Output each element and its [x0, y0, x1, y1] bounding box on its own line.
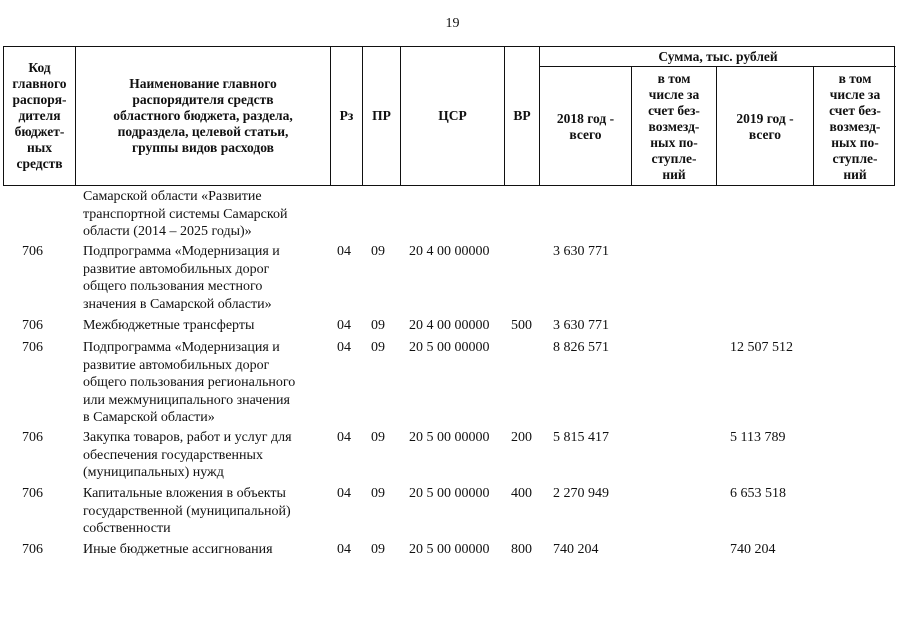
row-csr: 20 4 00 00000 [409, 318, 490, 333]
row-vr: 800 [511, 542, 532, 557]
row-divider [539, 66, 896, 67]
row-rz: 04 [337, 340, 351, 355]
row-csr: 20 5 00 00000 [409, 430, 490, 445]
header-vr: ВР [513, 108, 531, 123]
row-csr: 20 5 00 00000 [409, 542, 490, 557]
row-2019-total: 12 507 512 [730, 340, 793, 355]
row-name: Самарской области «Развитие транспортной системы Самарской области (2014 – 2025 годы)» [83, 189, 288, 239]
row-vr: 500 [511, 318, 532, 333]
header-code: Код главного распоря- дителя бюджет- ных средств [12, 60, 67, 171]
row-pr: 09 [371, 340, 385, 355]
header-sum: Сумма, тыс. рублей [658, 48, 778, 64]
row-rz: 04 [337, 318, 351, 333]
row-2018-total: 8 826 571 [553, 340, 609, 355]
row-2018-total: 740 204 [553, 542, 599, 557]
row-csr: 20 4 00 00000 [409, 244, 490, 259]
header-2019-free: в том числе за счет без- возмезд- ных по- ступле- ний [829, 70, 881, 182]
page-number: 19 [445, 16, 460, 31]
row-code: 706 [22, 244, 43, 259]
header-2019-total: 2019 год - всего [736, 110, 794, 142]
row-name: Капитальные вложения в объекты государственной (муниципальной) собственности [83, 486, 291, 536]
row-csr: 20 5 00 00000 [409, 340, 490, 355]
row-2019-total: 5 113 789 [730, 430, 786, 445]
row-2019-total: 6 653 518 [730, 486, 786, 501]
row-2018-total: 5 815 417 [553, 430, 609, 445]
header-csr: ЦСР [438, 108, 467, 123]
row-pr: 09 [371, 486, 385, 501]
row-rz: 04 [337, 244, 351, 259]
row-vr: 400 [511, 486, 532, 501]
row-rz: 04 [337, 486, 351, 501]
row-name: Подпрограмма «Модернизация и развитие автомобильных дорог общего пользования регионального или межмуниципального значения в Самарской области» [83, 340, 296, 425]
row-pr: 09 [371, 318, 385, 333]
row-rz: 04 [337, 430, 351, 445]
header-2018-free: в том числе за счет без- возмезд- ных по- ступле- ний [648, 70, 700, 182]
header-rz: Рз [339, 108, 354, 123]
row-2018-total: 2 270 949 [553, 486, 609, 501]
row-name: Закупка товаров, работ и услуг для обеспечения государственных (муниципальных) нужд [83, 430, 292, 480]
row-vr: 200 [511, 430, 532, 445]
row-2018-total: 3 630 771 [553, 318, 609, 333]
header-pr: ПР [372, 108, 391, 123]
header-2018-total: 2018 год - всего [556, 110, 615, 142]
row-name: Межбюджетные трансферты [83, 318, 255, 333]
row-pr: 09 [371, 430, 385, 445]
row-pr: 09 [371, 244, 385, 259]
row-2019-total: 740 204 [730, 542, 776, 557]
row-name: Подпрограмма «Модернизация и развитие автомобильных дорог общего пользования местного значения в Самарской области» [83, 244, 280, 312]
table-header [3, 46, 895, 186]
row-code: 706 [22, 430, 43, 445]
row-pr: 09 [371, 542, 385, 557]
header-name: Наименование главного распорядителя средств областного бюджета, раздела, подраздела, целевой статьи, группы видов расходов [113, 76, 293, 155]
row-rz: 04 [337, 542, 351, 557]
row-code: 706 [22, 340, 43, 355]
row-csr: 20 5 00 00000 [409, 486, 490, 501]
row-2018-total: 3 630 771 [553, 244, 609, 259]
row-code: 706 [22, 486, 43, 501]
row-code: 706 [22, 318, 43, 333]
row-code: 706 [22, 542, 43, 557]
row-name: Иные бюджетные ассигнования [83, 542, 273, 557]
